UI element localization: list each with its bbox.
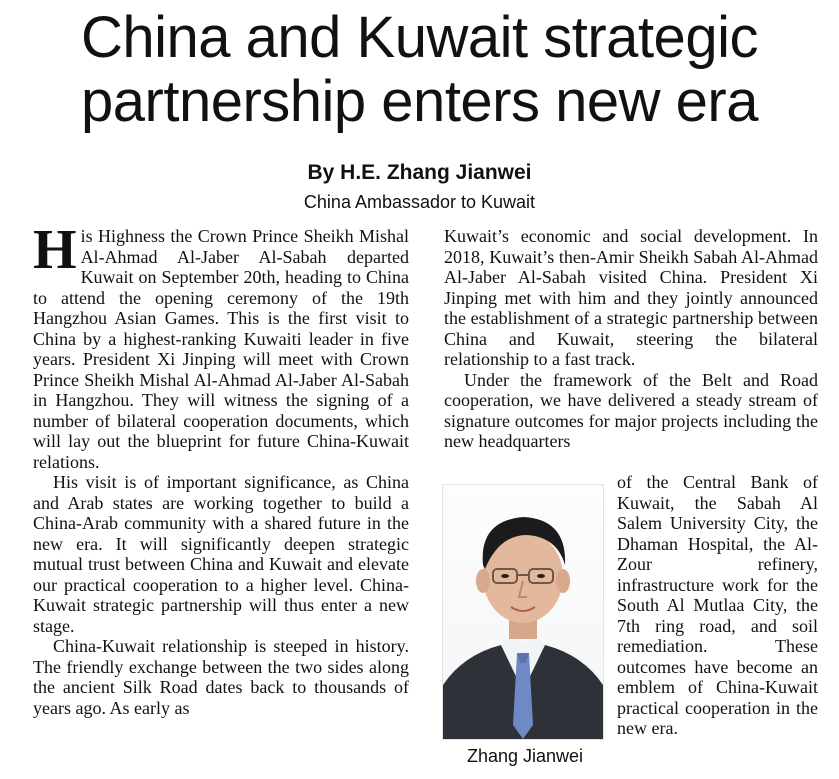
column-right (444, 226, 818, 452)
photo-figure (440, 484, 610, 779)
byline: By H.E. Zhang Jianwei (307, 161, 532, 184)
column-left (33, 219, 409, 718)
paragraph-4: Kuwait’s economic and social development. In 2018, Kuwait’s then-Amir Sheikh Sabah Al-Ahmad Al-Jaber Al-Sabah visited China. President Xi Jinping met with him and they jointly announced the establishment of a strategic partnership between China and Kuwait, steering the bilateral relationship to a fast track. (444, 226, 818, 369)
portrait-photo (442, 484, 604, 740)
paragraph-5-continued: of the Central Bank of Kuwait, the Sabah Al Salem University City, the Dhaman Hospital, the Al-Zour refinery, infrastructure work for the South Al Mutlaa City, the 7th ring road, and soil remediation. These outcomes have become an emblem of China-Kuwait practical cooperation in the new era. (617, 472, 818, 738)
paragraph-2: His visit is of important significance, as China and Arab states are working together to build a China-Arab community with a shared future in the new era. It will significantly deepen strategic mutual trust between China and Kuwait and elevate our practical cooperation to a higher level. China-Kuwait strategic partnership will thus enter a new stage. (33, 472, 409, 636)
paragraph-1 (33, 219, 409, 472)
byline-role: China Ambassador to Kuwait (303, 192, 536, 212)
portrait-illustration (443, 485, 603, 739)
photo-caption: Zhang Jianwei (466, 746, 584, 766)
headline (0, 6, 839, 134)
drop-cap: H (33, 219, 77, 281)
headline-line-2: partnership enters new era (81, 69, 758, 134)
column-right-wrap (617, 472, 818, 739)
paragraph-1-text: is Highness the Crown Prince Sheikh Mishal Al-Ahmad Al-Jaber Al-Sabah departed Kuwait on September 20th, heading to China to attend the opening ceremony of the 19th Hangzhou Asian Games. This is the first visit to China by a highest-ranking Kuwaiti leader in five years. President Xi Jinping will meet with Crown Prince Sheikh Mishal Al-Ahmad Al-Jaber Al-Sabah in Hangzhou. They will witness the signing of a number of bilateral cooperation documents, which will lay out the blueprint for future China-Kuwait relations. (33, 226, 409, 472)
paragraph-5: Under the framework of the Belt and Road cooperation, we have delivered a steady stream of signature outcomes for major projects including the new headquarters (444, 369, 818, 451)
headline-line-1: China and Kuwait strategic (81, 5, 758, 70)
paragraph-3: China-Kuwait relationship is steeped in history. The friendly exchange between the two sides along the ancient Silk Road dates back to thousands of years ago. As early as (33, 636, 409, 718)
